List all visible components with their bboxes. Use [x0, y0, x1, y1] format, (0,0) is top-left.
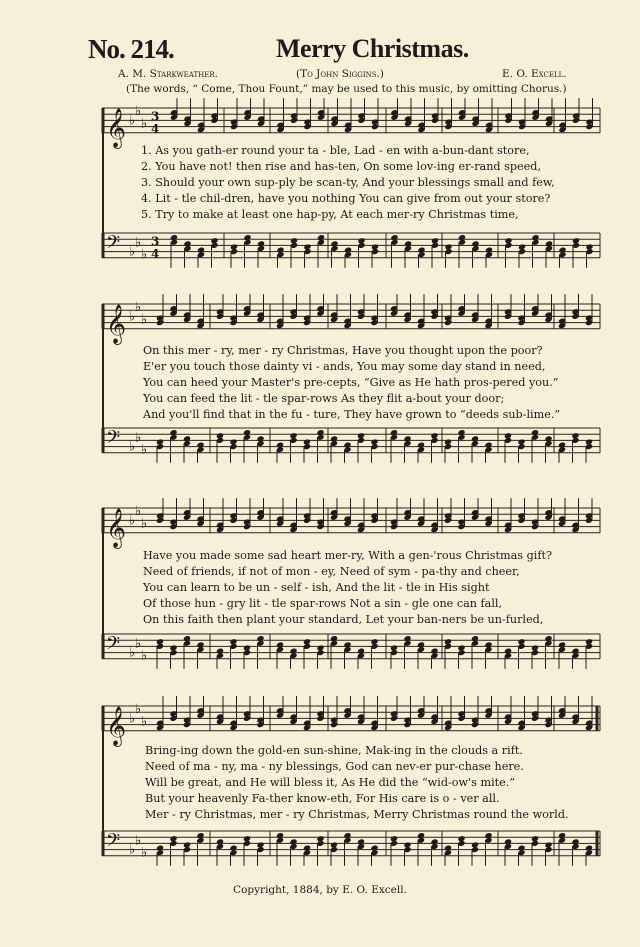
bass-clef-icon: 𝄢 [106, 427, 121, 453]
verse-line: 2. You have not! then rise and has-ten, On some lov-ing er-rand speed, [141, 160, 542, 173]
bass-clef-icon: 𝄢 [106, 232, 121, 258]
notehead [484, 641, 492, 648]
notehead [457, 644, 465, 651]
notehead [183, 635, 191, 642]
notehead [316, 644, 324, 651]
notehead [330, 841, 338, 848]
flat-sign-icon: ♭ [141, 516, 148, 532]
copyright-notice: Copyright, 1884, by E. O. Excell. [233, 884, 407, 896]
notehead [216, 432, 224, 439]
bass-staff [102, 634, 600, 669]
notehead [169, 835, 177, 842]
notehead [210, 237, 218, 244]
flat-sign-icon: ♭ [141, 714, 148, 730]
notehead [585, 243, 593, 250]
system-1-lyrics [141, 143, 555, 223]
notehead [444, 438, 452, 445]
notehead [156, 845, 164, 852]
notehead [457, 429, 465, 436]
notehead [197, 247, 205, 254]
time-signature-top: 3 [151, 109, 160, 124]
notehead [390, 429, 398, 436]
notehead [558, 641, 566, 648]
system-2-lyrics [143, 343, 560, 423]
verse-line: You can feed the lit - tle spar-rows As they flit a-bout your door; [143, 392, 505, 405]
notehead [243, 644, 251, 651]
notehead [243, 429, 251, 436]
notehead [357, 838, 365, 845]
flat-sign-icon: ♭ [135, 300, 142, 316]
verse-line: Of those hun - gry lit - tle spar-rows Not a sin - gle one can fall, [143, 597, 503, 610]
notehead [290, 237, 298, 244]
treble-staff [102, 696, 600, 747]
notehead [183, 841, 191, 848]
verse-line: On this faith then plant your standard, Let your ban-ners be un-furled, [143, 613, 544, 626]
treble-clef-icon: 𝄞 [106, 303, 127, 344]
flat-sign-icon: ♭ [129, 439, 136, 455]
notehead [471, 240, 479, 247]
notehead [444, 243, 452, 250]
notehead [458, 234, 466, 241]
verse-line: You can heed your Master's pre-cepts, “Give as He hath pros-pered you.” [143, 376, 559, 389]
notehead [276, 832, 284, 839]
notehead [230, 243, 238, 250]
notehead [471, 841, 479, 848]
notehead [558, 247, 566, 254]
notehead [585, 845, 593, 852]
verse-line: 3. Should your own sup-ply be scan-ty, And your blessings small and few, [141, 176, 555, 189]
treble-staff [102, 498, 600, 549]
notehead [216, 838, 224, 845]
notehead [484, 442, 492, 449]
verse-line: Will be great, and He will bless it, As He did the “wid-ow's mite.” [145, 776, 516, 789]
notehead [343, 641, 351, 648]
system-4-lyrics [145, 743, 569, 823]
composer-credit: E. O. Excell. [502, 68, 567, 80]
notehead [471, 635, 479, 642]
flat-sign-icon: ♭ [135, 702, 142, 718]
notehead [196, 832, 204, 839]
notehead [517, 638, 525, 645]
notehead [303, 845, 311, 852]
notehead [343, 832, 351, 839]
notehead [504, 432, 512, 439]
notehead [183, 240, 191, 247]
bass-clef-icon: 𝄢 [106, 633, 121, 659]
notehead [371, 243, 379, 250]
notehead [357, 237, 365, 244]
notehead [303, 243, 311, 250]
notehead [504, 838, 512, 845]
notehead [457, 835, 465, 842]
bass-staff [102, 233, 600, 268]
notehead [256, 435, 264, 442]
notehead [370, 438, 378, 445]
notehead [545, 240, 553, 247]
dedication: (To John Siggins.) [296, 68, 384, 80]
notehead [357, 648, 365, 655]
notehead [229, 845, 237, 852]
verse-line: Mer - ry Christmas, mer - ry Christmas, Merry Christmas round the world. [145, 808, 569, 821]
notehead [485, 247, 493, 254]
notehead [571, 648, 579, 655]
flat-sign-icon: ♭ [129, 113, 136, 129]
verse-line: Have you made some sad heart mer-ry, With a gen-'rous Christmas gift? [143, 549, 552, 562]
notehead [517, 438, 525, 445]
notehead [531, 644, 539, 651]
notehead [170, 234, 178, 241]
verse-line: Need of friends, if not of mon - ey, Need of sym - pa-thy and cheer, [143, 565, 520, 578]
flat-sign-icon: ♭ [141, 442, 148, 458]
notehead [303, 438, 311, 445]
notehead [156, 638, 164, 645]
notehead [243, 234, 251, 241]
notehead [390, 835, 398, 842]
notehead [444, 638, 452, 645]
flat-sign-icon: ♭ [129, 513, 136, 529]
bass-staff [102, 831, 600, 866]
notehead [344, 247, 352, 254]
time-signature-bottom: 4 [151, 121, 160, 136]
notehead [444, 845, 452, 852]
flat-sign-icon: ♭ [135, 104, 142, 120]
verse-line: But your heavenly Fa-ther know-eth, For His care is o - ver all. [145, 792, 500, 805]
notehead [330, 635, 338, 642]
treble-staff [102, 98, 600, 149]
notehead [571, 838, 579, 845]
verse-line: You can learn to be un - self - ish, And the lit - tle in His sight [143, 581, 490, 594]
notehead [558, 442, 566, 449]
notehead [183, 435, 191, 442]
flat-sign-icon: ♭ [135, 833, 142, 849]
notehead [504, 648, 512, 655]
bass-staff [102, 428, 600, 463]
flat-sign-icon: ♭ [135, 235, 142, 251]
notehead [229, 638, 237, 645]
usage-note: (The words, “ Come, Thou Fount,” may be used to this music, by omitting Chorus.) [126, 83, 567, 95]
notehead [403, 635, 411, 642]
hymn-number: No. 214. [88, 34, 174, 64]
notehead [169, 644, 177, 651]
notehead [289, 432, 297, 439]
notehead [216, 648, 224, 655]
hymn-title: Merry Christmas. [276, 34, 469, 63]
notehead [229, 438, 237, 445]
flat-sign-icon: ♭ [129, 842, 136, 858]
notehead [276, 247, 284, 254]
notehead [417, 641, 425, 648]
notehead [417, 247, 425, 254]
verse-line: Bring-ing down the gold-en sun-shine, Mak-ing in the clouds a rift. [145, 744, 523, 757]
treble-clef-icon: 𝄞 [106, 107, 127, 148]
notehead [289, 648, 297, 655]
flat-sign-icon: ♭ [141, 116, 148, 132]
notehead [531, 835, 539, 842]
notehead [330, 240, 338, 247]
flat-sign-icon: ♭ [141, 845, 148, 861]
notehead [289, 838, 297, 845]
time-signature-top: 3 [151, 234, 160, 249]
notehead [317, 234, 325, 241]
notehead [484, 832, 492, 839]
author-credit: A. M. Starkweather. [118, 68, 218, 80]
notehead [531, 234, 539, 241]
verse-line: 4. Lit - tle chil-dren, have you nothing You can give from out your store? [141, 192, 551, 205]
verse-line: And you'll find that in the fu - ture, They have grown to “deeds sub-lime.” [143, 408, 561, 421]
notehead [303, 638, 311, 645]
notehead [585, 638, 593, 645]
notehead [390, 644, 398, 651]
notehead [544, 435, 552, 442]
notehead [316, 429, 324, 436]
flat-sign-icon: ♭ [129, 244, 136, 260]
verse-line: 1. As you gath-er round your ta - ble, Lad - en with a-bun-dant store, [141, 144, 530, 157]
notehead [585, 438, 593, 445]
notehead [531, 429, 539, 436]
notehead [518, 243, 526, 250]
notehead [276, 442, 284, 449]
notehead [196, 442, 204, 449]
notehead [390, 234, 398, 241]
system-3-lyrics [143, 548, 552, 628]
verse-line: Need of ma - ny, ma - ny blessings, God can nev-er pur-chase here. [145, 760, 524, 773]
flat-sign-icon: ♭ [141, 312, 148, 328]
flat-sign-icon: ♭ [135, 504, 142, 520]
flat-sign-icon: ♭ [141, 247, 148, 263]
notehead [504, 237, 512, 244]
bass-clef-icon: 𝄢 [106, 830, 121, 856]
flat-sign-icon: ♭ [135, 636, 142, 652]
notehead [256, 635, 264, 642]
flat-sign-icon: ♭ [129, 645, 136, 661]
notehead [417, 442, 425, 449]
notehead [357, 432, 365, 439]
notehead [196, 641, 204, 648]
notehead [169, 429, 177, 436]
notehead [330, 435, 338, 442]
notehead [256, 841, 264, 848]
notehead [257, 240, 265, 247]
treble-clef-icon: 𝄞 [106, 507, 127, 548]
flat-sign-icon: ♭ [129, 711, 136, 727]
notehead [243, 835, 251, 842]
notehead [156, 438, 164, 445]
notehead [558, 832, 566, 839]
flat-sign-icon: ♭ [141, 648, 148, 664]
notehead [403, 435, 411, 442]
flat-sign-icon: ♭ [129, 309, 136, 325]
verse-line: On this mer - ry, mer - ry Christmas, Have you thought upon the poor? [143, 344, 543, 357]
notehead [370, 638, 378, 645]
flat-sign-icon: ♭ [135, 430, 142, 446]
notehead [517, 845, 525, 852]
verse-line: E'er you touch those dainty vi - ands, You may some day stand in need, [143, 360, 546, 373]
notehead [343, 442, 351, 449]
time-signature-bottom: 4 [151, 246, 160, 261]
notehead [431, 237, 439, 244]
notehead [471, 435, 479, 442]
notehead [403, 841, 411, 848]
notehead [430, 838, 438, 845]
verse-line: 5. Try to make at least one hap-py, At each mer-ry Christmas time, [141, 208, 519, 221]
notehead [430, 648, 438, 655]
notehead [316, 835, 324, 842]
notehead [572, 237, 580, 244]
notehead [276, 641, 284, 648]
notehead [404, 240, 412, 247]
notehead [544, 635, 552, 642]
notehead [571, 432, 579, 439]
notehead [370, 845, 378, 852]
notehead [430, 432, 438, 439]
notehead [544, 841, 552, 848]
treble-staff [102, 294, 600, 345]
notehead [417, 832, 425, 839]
treble-clef-icon: 𝄞 [106, 705, 127, 746]
